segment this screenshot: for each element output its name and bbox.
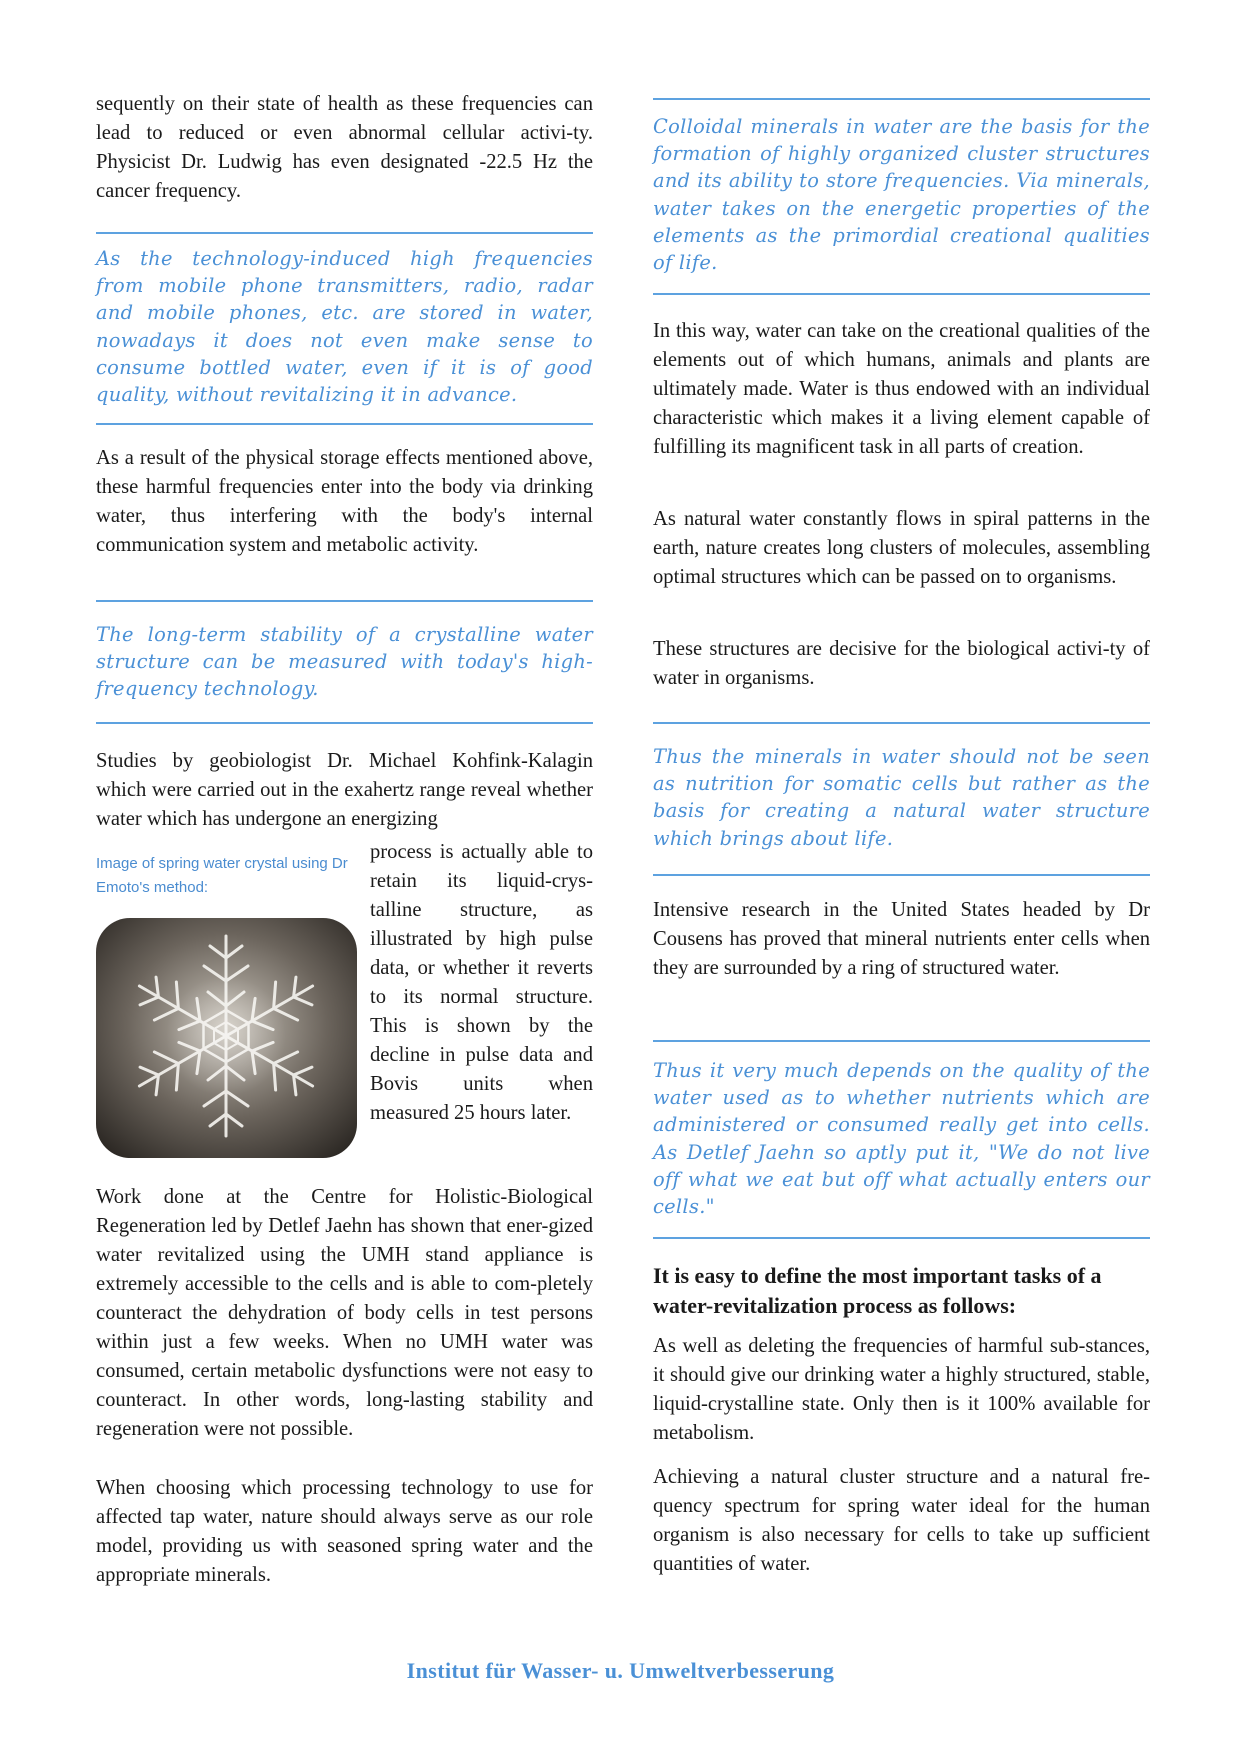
- footer-institute: Institut für Wasser- u. Umweltverbesserung: [406, 1658, 835, 1683]
- paragraph-achieving: Achieving a natural cluster structure and a natural fre-quency spectrum for spring water ideal for the human organism is also necessary for cells to take up sufficient quantities of water.: [653, 1466, 1150, 1575]
- paragraph-cousens: Intensive research in the United States headed by Dr Cousens has proved that mineral nutrients enter cells when they are surrounded by a ring of structured water.: [653, 899, 1150, 979]
- paragraph-choosing: When choosing which processing technology to use for affected tap water, nature should always serve as our role model, providing us with seasoned spring water and the appropriate minerals.: [96, 1477, 593, 1586]
- section-heading: It is easy to define the most important tasks of a water-revitalization process as follows:: [653, 1263, 1102, 1318]
- divider: [96, 423, 593, 425]
- divider: [653, 874, 1150, 876]
- divider: [653, 293, 1150, 295]
- paragraph-intro: sequently on their state of health as these frequencies can lead to reduced or even abnormal cellular activi-ty. Physicist Dr. Ludwig has even designated -22.5 Hz the cancer frequency.: [96, 93, 593, 202]
- divider: [653, 1040, 1150, 1042]
- image-caption: Image of spring water crystal using Dr Emoto's method:: [96, 855, 348, 896]
- divider: [96, 722, 593, 724]
- pull-quote-minerals: Thus the minerals in water should not be seen as nutrition for somatic cells but rather as the basis for creating a natural water structure which brings about life.: [653, 745, 1150, 850]
- pull-quote-stability: The long-term stability of a crystalline water structure can be measured with today's high-frequency technology.: [96, 623, 593, 701]
- paragraph-centre: Work done at the Centre for Holistic-Biological Regeneration led by Detlef Jaehn has shown that ener-gized water revitalized using the UMH stand appliance is extremely accessible to the cells and is able to com-pletely counteract the dehydration of body cells in test persons within just a few weeks. When no UMH water was consumed, certain metabolic dysfunctions were not easy to counteract. In other words, long-lasting stability and regeneration were not possible.: [96, 1186, 593, 1440]
- paragraph-storage: As a result of the physical storage effects mentioned above, these harmful frequencies enter into the body via drinking water, thus interfering with the body's internal communication system and metabolic activity.: [96, 447, 593, 556]
- divider: [96, 600, 593, 602]
- paragraph-creational: In this way, water can take on the creational qualities of the elements out of which humans, animals and plants are ultimately made. Water is thus endowed with an individual characteristic which makes it a living element capable of fulfilling its magnificent task in all parts of creation.: [653, 320, 1150, 458]
- paragraph-studies: Studies by geobiologist Dr. Michael Kohfink-Kalagin which were carried out in the exahertz range reveal whether water which has undergone an energizing: [96, 750, 593, 830]
- divider: [653, 1237, 1150, 1239]
- paragraph-spiral: As natural water constantly flows in spiral patterns in the earth, nature creates long clusters of molecules, assembling optimal structures which can be passed on to organisms.: [653, 508, 1150, 588]
- paragraph-deleting: As well as deleting the frequencies of harmful sub-stances, it should give our drinking water a highly structured, stable, liquid-crystalline state. Only then is it 100% available for metabolism.: [653, 1335, 1150, 1444]
- paragraph-decisive: These structures are decisive for the biological activi-ty of water in organisms.: [653, 638, 1150, 689]
- divider: [653, 98, 1150, 100]
- pull-quote-quality: Thus it very much depends on the quality of the water used as to whether nutrients which are administered or consumed really get into cells. As Detlef Jaehn so aptly put it, "We do not live off what we eat but off what actually enters our cells.": [653, 1059, 1150, 1219]
- divider: [96, 232, 593, 234]
- pull-quote-frequencies: As the technology-induced high frequencies from mobile phone transmitters, radio, radar and mobile phones, etc. are stored in water, nowadays it does not even make sense to consume bottled water, even if it is of good quality, without revitalizing it in advance.: [96, 247, 593, 407]
- paragraph-studies-continued: process is actually able to retain its liquid-crys-talline structure, as illustrated by high pulse data, or whether it reverts to its normal structure. This is shown by the decline in pulse data and Bovis units when measured 25 hours later.: [370, 841, 593, 1124]
- divider: [653, 722, 1150, 724]
- pull-quote-colloidal: Colloidal minerals in water are the basis for the formation of highly organized cluster structures and its ability to store frequencies. Via minerals, water takes on the energetic properties of the elements as the primordial creational qualities of life.: [653, 115, 1150, 275]
- snow-crystal-image: [96, 918, 357, 1158]
